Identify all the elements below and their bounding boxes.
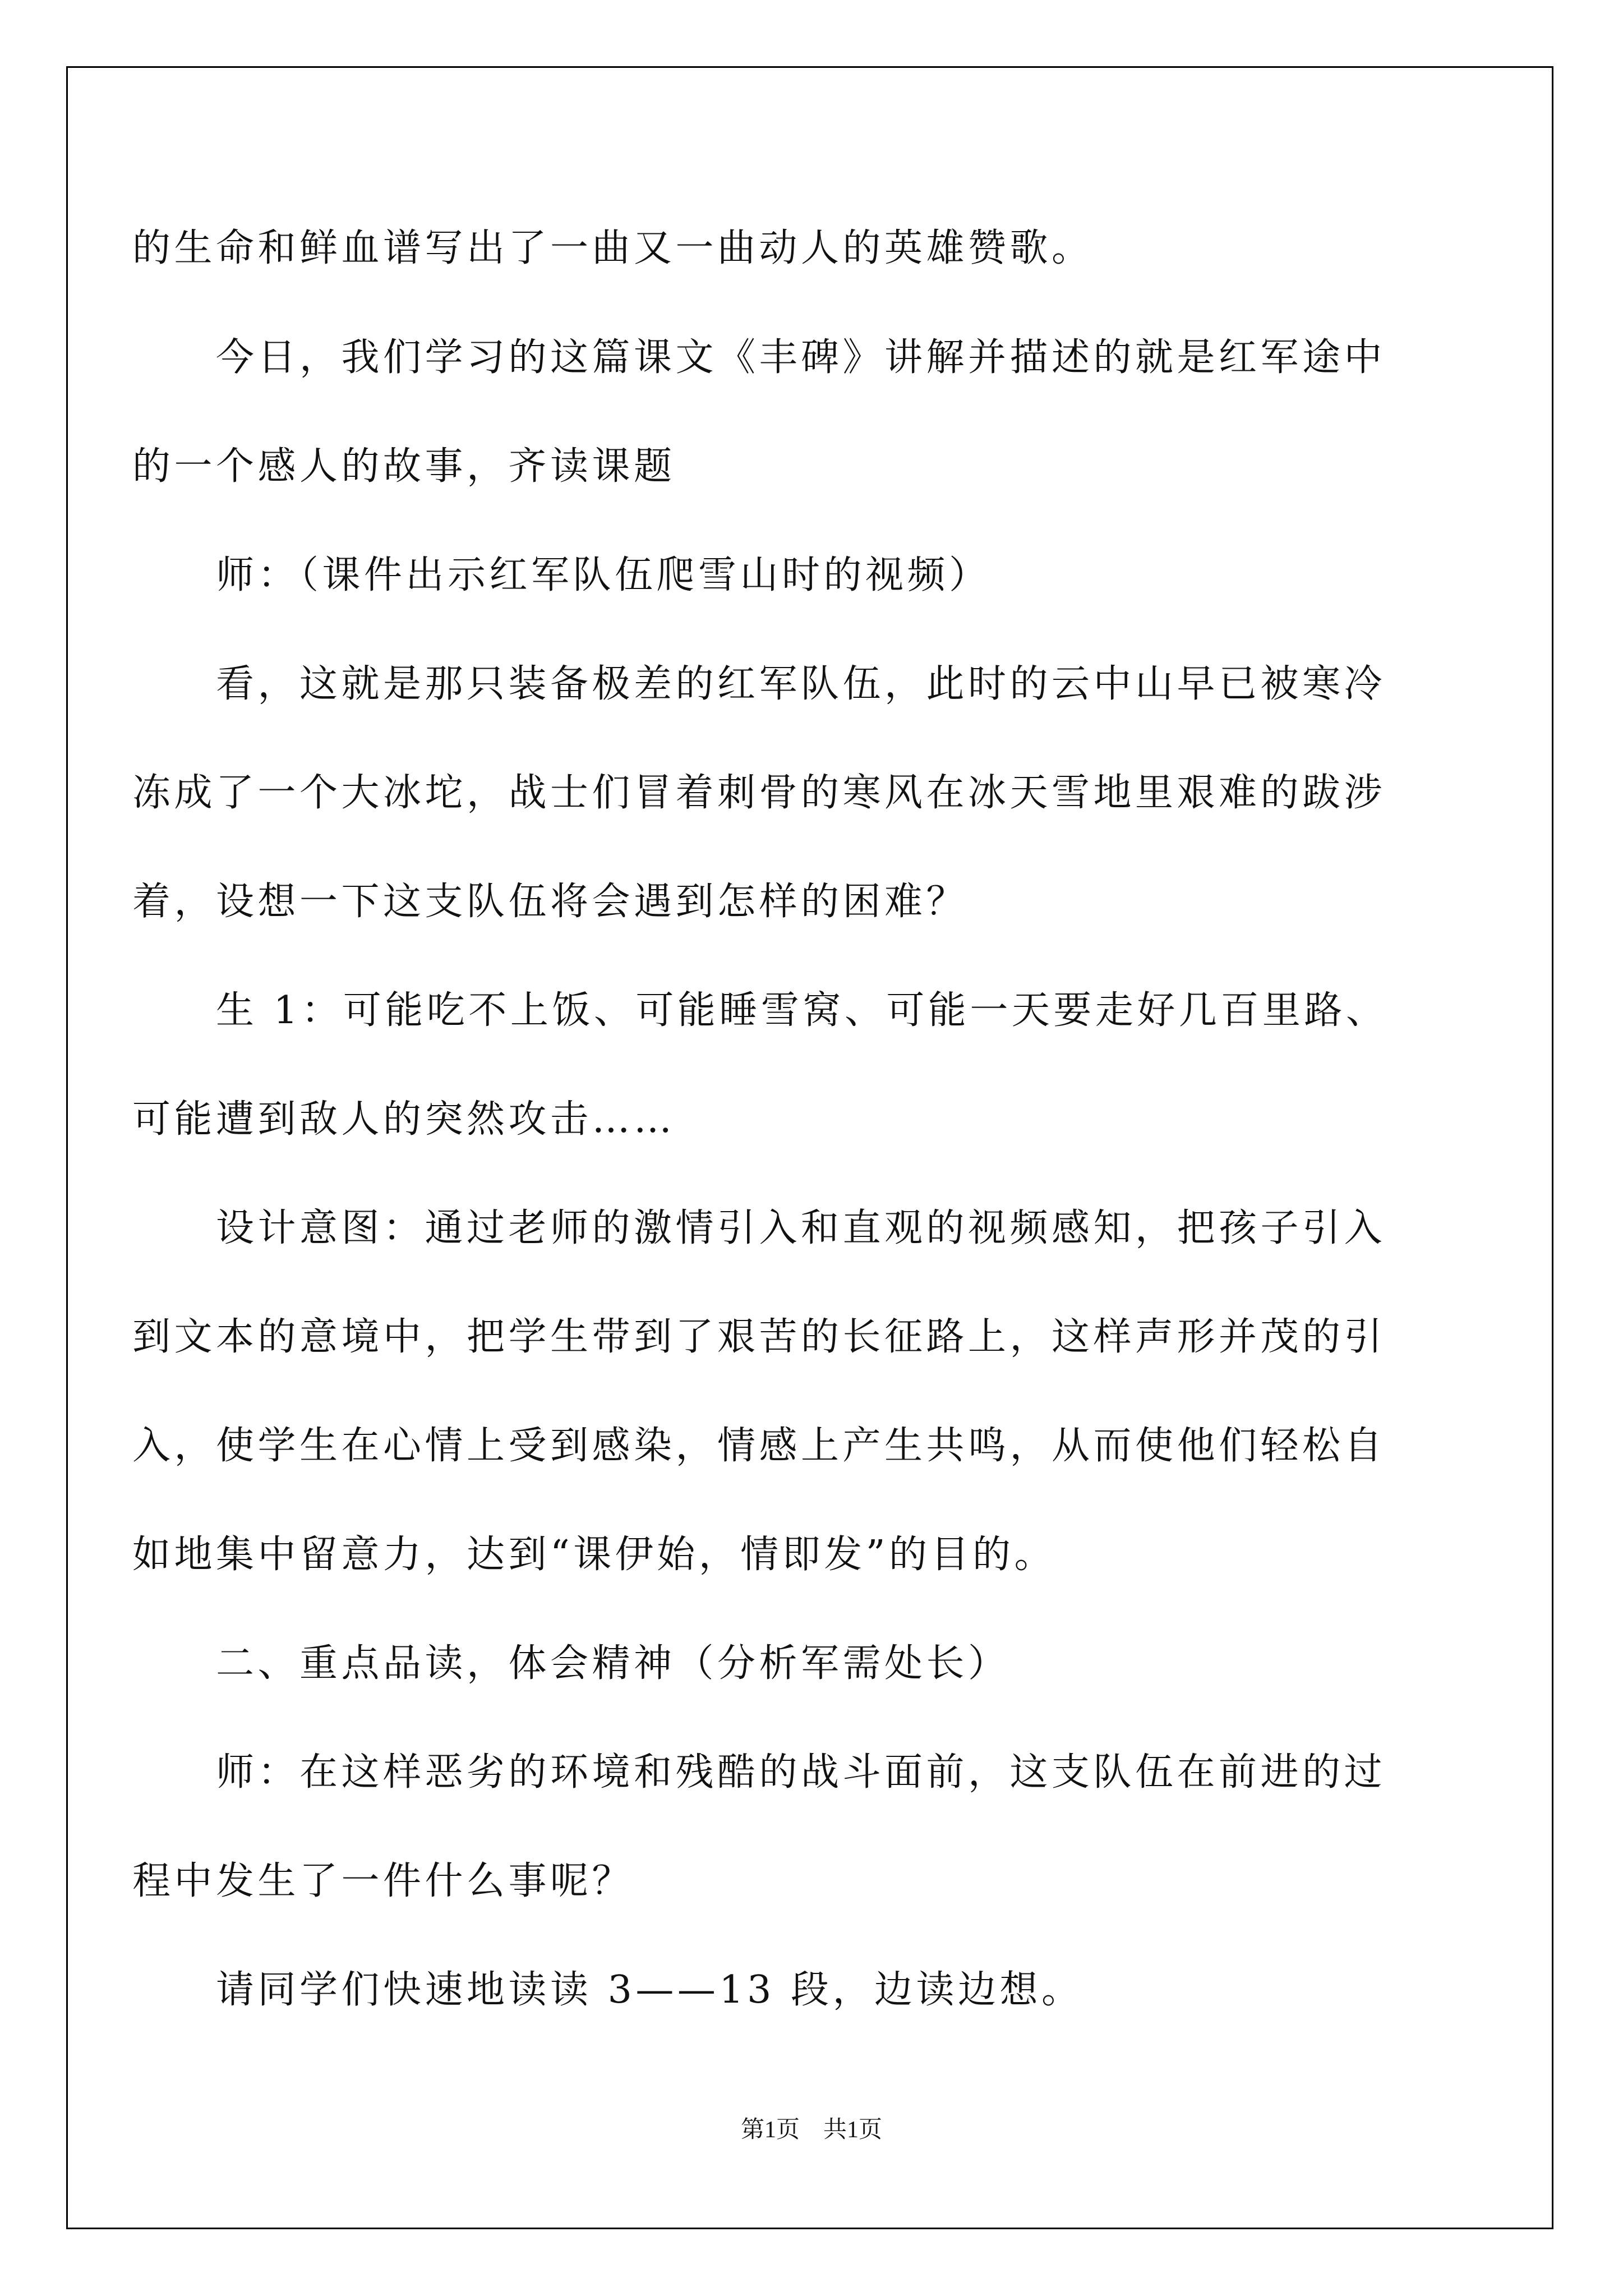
text-line: 着，设想一下这支队伍将会遇到怎样的困难？ — [132, 880, 969, 924]
text-line: 程中发生了一件什么事呢？ — [132, 1859, 634, 1903]
text-line: 生 1：可能吃不上饭、可能睡雪窝、可能一天要走好几百里路、 — [132, 988, 1388, 1033]
text-line: 设计意图：通过老师的激情引入和直观的视频感知，把孩子引入 — [132, 1206, 1386, 1250]
page-number: 第1页 共1页 — [740, 2117, 882, 2143]
page-footer — [0, 2116, 1623, 2144]
text-line: 师：在这样恶劣的环境和残酷的战斗面前，这支队伍在前进的过 — [132, 1750, 1386, 1795]
text-line: 今日，我们学习的这篇课文《丰碑》讲解并描述的就是红军途中 — [132, 335, 1386, 380]
text-line: 如地集中留意力，达到“课伊始，情即发”的目的。 — [132, 1533, 1057, 1577]
text-line: 可能遭到敌人的突然攻击…… — [132, 1097, 676, 1142]
text-line: 的一个感人的故事，齐读课题 — [132, 444, 676, 489]
text-line: 看，这就是那只装备极差的红军队伍，此时的云中山早已被寒冷 — [132, 662, 1386, 706]
page-border — [66, 66, 1553, 2229]
text-line: 冻成了一个大冰坨，战士们冒着刺骨的寒风在冰天雪地里艰难的跋涉 — [132, 771, 1386, 815]
text-line: 的生命和鲜血谱写出了一曲又一曲动人的英雄赞歌。 — [132, 226, 1094, 270]
text-line: 到文本的意境中，把学生带到了艰苦的长征路上，这样声形并茂的引 — [132, 1315, 1386, 1359]
text-line: 入，使学生在心情上受到感染，情感上产生共鸣，从而使他们轻松自 — [132, 1424, 1386, 1468]
text-line: 二、重点品读，体会精神（分析军需处长） — [132, 1641, 1010, 1686]
text-line: 请同学们快速地读读 3——13 段，边读边想。 — [132, 1968, 1083, 2012]
text-line: 师：（课件出示红军队伍爬雪山时的视频） — [132, 553, 991, 597]
